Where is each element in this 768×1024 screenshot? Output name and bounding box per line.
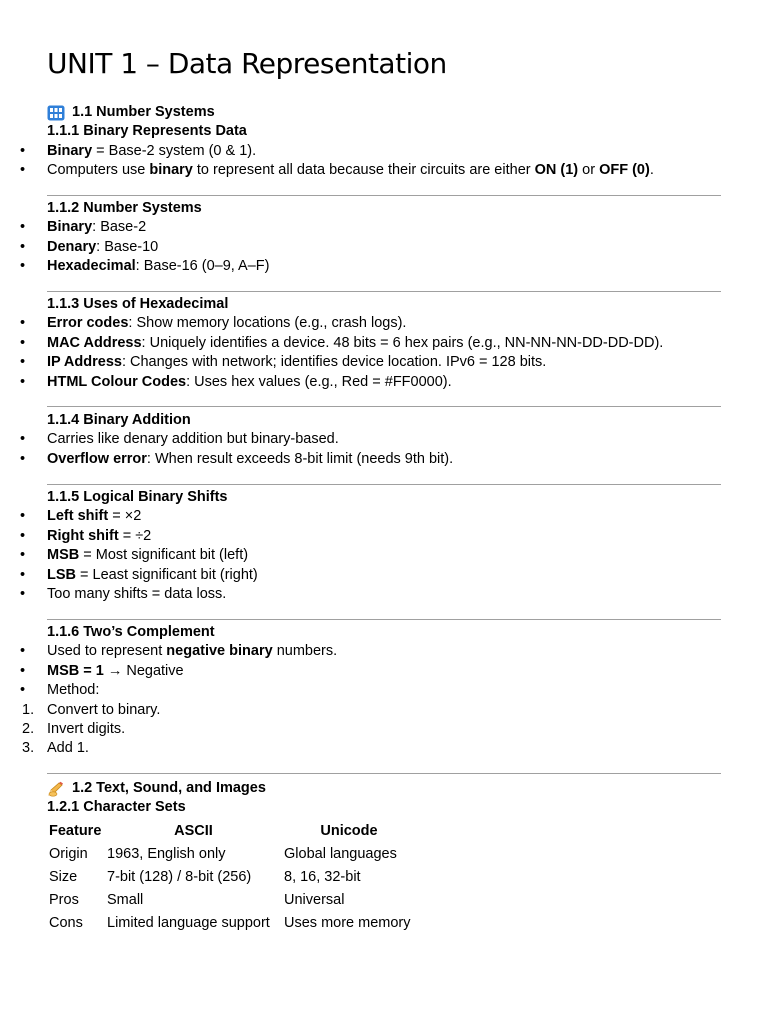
- table-header-row: [47, 820, 416, 843]
- subsection-1-1-4: [0, 411, 768, 469]
- subsection-heading: 1.1.6 Two’s Complement: [47, 624, 215, 640]
- bullet-marker: •: [20, 450, 26, 467]
- subsection-heading: 1.1.4 Binary Addition: [47, 412, 191, 428]
- subsection-heading: 1.1.1 Binary Represents Data: [47, 123, 247, 140]
- section-heading-text: 1.2 Text, Sound, and Images: [72, 780, 266, 796]
- step-number: 1.: [22, 701, 35, 718]
- subsection-1-1-5: [0, 488, 768, 604]
- subsection-1-1-3: [0, 295, 768, 392]
- bullet-marker: •: [20, 566, 26, 583]
- bullet-marker: •: [20, 643, 26, 660]
- table-cell: Size: [49, 869, 78, 885]
- bullet-marker: •: [20, 431, 26, 448]
- step-number: 3.: [22, 740, 35, 757]
- table-cell: Global languages: [284, 846, 397, 862]
- subsection-1-1-6: [0, 623, 768, 759]
- character-set-table: [47, 820, 416, 935]
- bullet-marker: •: [20, 315, 26, 332]
- bullet-marker: •: [20, 547, 26, 564]
- writing-hand-icon: [47, 781, 65, 797]
- bullet-marker: •: [20, 682, 26, 699]
- list-item: • Hexadecimal: Base-16 (0–9, A–F): [0, 257, 768, 276]
- list-item: • Overflow error: When result exceeds 8-bit limit (needs 9th bit).: [0, 450, 768, 469]
- list-item: • MSB = 1 → Negative: [0, 662, 768, 681]
- bullet-marker: •: [20, 373, 26, 390]
- table-cell: Limited language support: [107, 915, 270, 931]
- subsection-heading: 1.1.3 Uses of Hexadecimal: [47, 296, 229, 312]
- table-cell: Pros: [49, 892, 79, 908]
- table-header: Unicode: [320, 823, 378, 839]
- table-cell: Universal: [284, 892, 345, 908]
- table-cell: 8, 16, 32-bit: [284, 869, 361, 885]
- bullet-marker: •: [20, 527, 26, 544]
- list-item: • Method:: [0, 681, 768, 700]
- table-row: [47, 912, 416, 935]
- section-1-2: [0, 779, 768, 818]
- list-item: • MAC Address: Uniquely identifies a device. 48 bits = 6 hex pairs (e.g., NN-NN-NN-DD-DD-DD).: [0, 334, 768, 353]
- table-cell: Small: [107, 892, 144, 908]
- subsection-heading: 1.1.2 Number Systems: [47, 200, 202, 216]
- table-header: ASCII: [174, 823, 213, 839]
- section-1-1: [0, 103, 768, 181]
- subsection-1-1-2: [0, 199, 768, 277]
- list-item: • Left shift = ×2: [0, 507, 768, 526]
- numbered-step: 1. Convert to binary.: [0, 701, 768, 720]
- table-row: [47, 889, 416, 912]
- divider: [47, 619, 721, 620]
- subsection-heading: 1.2.1 Character Sets: [47, 799, 186, 816]
- numbers-keycap-icon: [47, 105, 65, 121]
- bullet-marker: •: [20, 354, 26, 371]
- divider: [47, 195, 721, 196]
- bullet-marker: •: [20, 238, 26, 255]
- list-item: • Error codes: Show memory locations (e.g., crash logs).: [0, 314, 768, 333]
- table-cell: Origin: [49, 846, 88, 862]
- bullet-marker: •: [20, 662, 26, 679]
- table-header: Feature: [49, 823, 102, 839]
- bullet-marker: •: [20, 585, 26, 602]
- divider: [47, 773, 721, 774]
- list-item: • HTML Colour Codes: Uses hex values (e.g., Red = #FF0000).: [0, 373, 768, 392]
- list-item: • MSB = Most significant bit (left): [0, 546, 768, 565]
- list-item: • Used to represent negative binary numbers.: [0, 642, 768, 661]
- bullet-marker: •: [20, 142, 26, 159]
- divider: [47, 406, 721, 407]
- page-title: UNIT 1 – Data Representation: [47, 47, 447, 80]
- list-item: • Denary: Base-10: [0, 238, 768, 257]
- bullet-marker: •: [20, 219, 26, 236]
- bullet-marker: •: [20, 334, 26, 351]
- list-item: • Binary = Base-2 system (0 & 1).: [0, 142, 768, 161]
- list-item: • Binary: Base-2: [0, 218, 768, 237]
- numbered-step: 2. Invert digits.: [0, 720, 768, 739]
- list-item: • Computers use binary to represent all data because their circuits are either ON (1) or OFF (0).: [0, 161, 768, 180]
- bullet-marker: •: [20, 508, 26, 525]
- table-cell: 1963, English only: [107, 846, 226, 862]
- section-heading: [0, 103, 768, 122]
- table-cell: Cons: [49, 915, 83, 931]
- list-item: • IP Address: Changes with network; identifies device location. IPv6 = 128 bits.: [0, 353, 768, 372]
- divider: [47, 484, 721, 485]
- section-heading-text: 1.1 Number Systems: [72, 104, 215, 120]
- subsection-heading: 1.1.5 Logical Binary Shifts: [47, 489, 228, 505]
- numbered-step: 3. Add 1.: [0, 739, 768, 758]
- step-number: 2.: [22, 720, 35, 737]
- table-row: [47, 866, 416, 889]
- section-heading: [0, 779, 768, 798]
- table-cell: Uses more memory: [284, 915, 411, 931]
- table-row: [47, 843, 416, 866]
- bullet-marker: •: [20, 162, 26, 179]
- divider: [47, 291, 721, 292]
- bullet-marker: •: [20, 258, 26, 275]
- table-cell: 7-bit (128) / 8-bit (256): [107, 869, 252, 885]
- list-item: • Right shift = ÷2: [0, 527, 768, 546]
- list-item: • Carries like denary addition but binary-based.: [0, 430, 768, 449]
- list-item: • LSB = Least significant bit (right): [0, 566, 768, 585]
- list-item: • Too many shifts = data loss.: [0, 585, 768, 604]
